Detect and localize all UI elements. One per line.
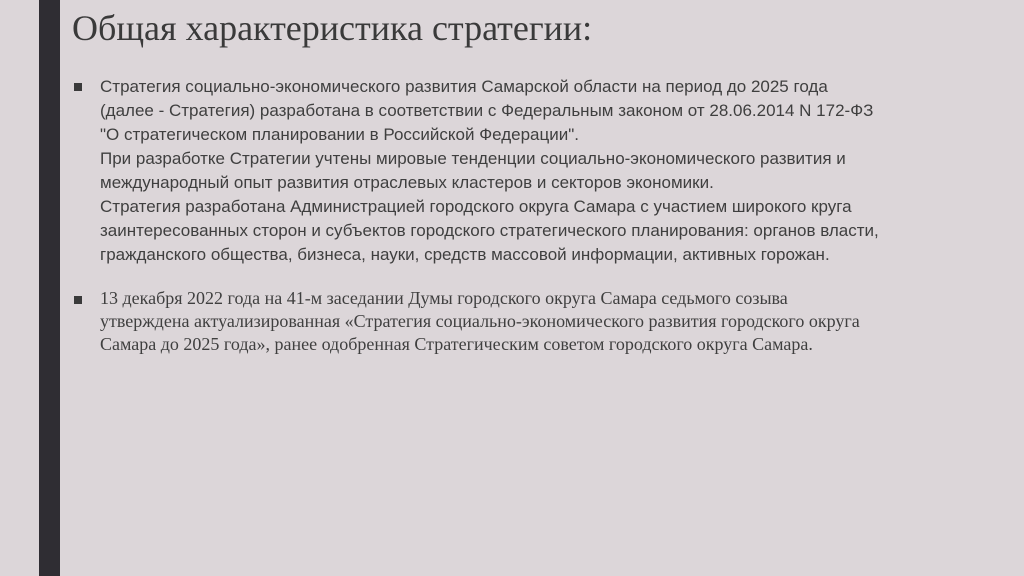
paragraph-line: Самара до 2025 года», ранее одобренная Стратегическим советом городского округа Самара. <box>100 334 813 354</box>
paragraph-line: заинтересованных сторон и субъектов городского стратегического планирования: органов власти, <box>100 221 879 240</box>
paragraph-line: утверждена актуализированная «Стратегия социально-экономического развития городского округа <box>100 311 860 331</box>
square-bullet-icon <box>74 83 82 91</box>
paragraph-line: Стратегия разработана Администрацией городского округа Самара с участием широкого круга <box>100 197 852 216</box>
square-bullet-icon <box>74 296 82 304</box>
bullet-list <box>72 75 1012 356</box>
bullet-item-strategy-basis <box>72 75 1012 267</box>
paragraph-line: Стратегия социально-экономического развития Самарской области на период до 2025 года <box>100 77 828 96</box>
paragraph-line: гражданского общества, бизнеса, науки, средств массовой информации, активных горожан. <box>100 245 830 264</box>
left-accent-bar <box>39 0 60 576</box>
bullet-item-duma-approval <box>72 287 1012 356</box>
paragraph-line: При разработке Стратегии учтены мировые тенденции социально-экономического развития и <box>100 149 846 168</box>
paragraph-line: "О стратегическом планировании в Российской Федерации". <box>100 125 579 144</box>
paragraph-line: международный опыт развития отраслевых кластеров и секторов экономики. <box>100 173 714 192</box>
paragraph-line: 13 декабря 2022 года на 41-м заседании Думы городского округа Самара седьмого созыва <box>100 288 788 308</box>
slide-title: Общая характеристика стратегии: <box>72 8 593 48</box>
paragraph-line: (далее - Стратегия) разработана в соответствии с Федеральным законом от 28.06.2014 N 172-ФЗ <box>100 101 874 120</box>
